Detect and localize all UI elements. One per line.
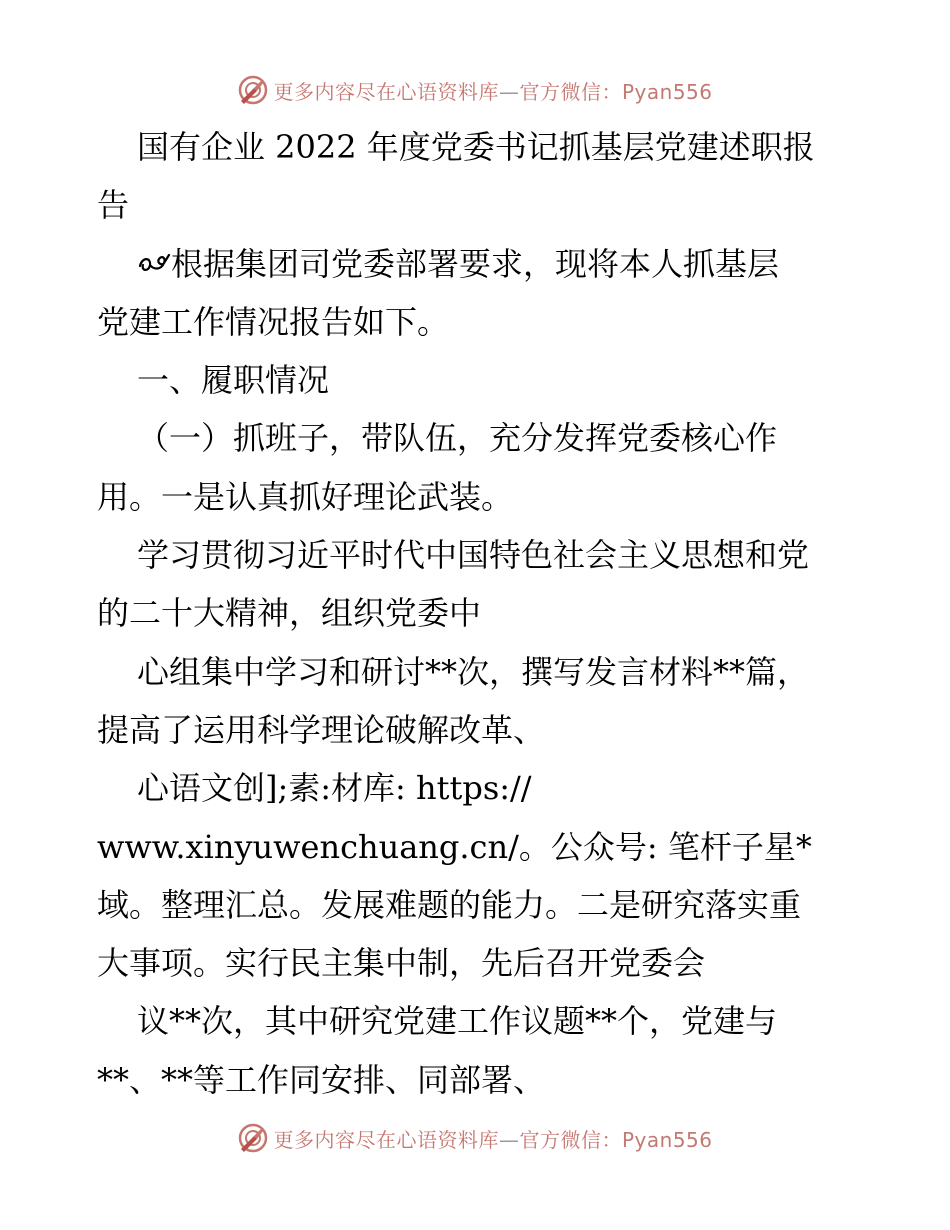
paragraph-line: 用。一是认真抓好理论武装。	[97, 477, 514, 516]
paragraph-line: 大事项。实行民主集中制，先后召开党委会	[97, 944, 706, 983]
header-watermark	[0, 70, 950, 110]
watermark-wechat-id: Pyan556	[621, 79, 713, 104]
watermark-text: 更多内容尽在心语资料库	[273, 1127, 499, 1152]
flourish-icon	[137, 251, 171, 277]
paragraph-text: 根据集团司党委部署要求，现将本人抓基层	[171, 244, 780, 283]
document-title-continued: 告	[97, 186, 130, 225]
section-heading: 一、履职情况	[137, 361, 330, 400]
paragraph-line	[97, 235, 857, 293]
paragraph-line: 学习贯彻习近平时代中国特色社会主义思想和党	[137, 536, 810, 575]
pen-logo-icon	[237, 74, 269, 106]
watermark-wechat-id: Pyan556	[621, 1127, 713, 1152]
subsection-heading: （一）抓班子，带队伍，充分发挥党委核心作	[137, 419, 778, 458]
paragraph-line: www.xinyuwenchuang.cn/。公众号: 笔杆子星*	[97, 827, 812, 866]
paragraph-line: 议**次，其中研究党建工作议题**个，党建与	[137, 1002, 778, 1041]
footer-watermark	[0, 1118, 950, 1158]
pen-logo-icon	[237, 1122, 269, 1154]
watermark-separator: —	[498, 1127, 520, 1152]
paragraph-line: 心语文创];素:材库: https://	[137, 769, 532, 808]
document-title: 国有企业 2022 年度党委书记抓基层党建述职报	[137, 128, 815, 166]
paragraph-line: **、**等工作同安排、同部署、	[97, 1060, 546, 1099]
paragraph-line: 提高了运用科学理论破解改革、	[97, 710, 546, 749]
watermark-official: 官方微信：	[519, 79, 622, 104]
paragraph-line: 域。整理汇总。发展难题的能力。二是研究落实重	[97, 885, 802, 924]
paragraph-line: 党建工作情况报告如下。	[97, 302, 450, 341]
watermark-separator: —	[498, 79, 520, 104]
watermark-official: 官方微信：	[519, 1127, 622, 1152]
watermark-text: 更多内容尽在心语资料库	[273, 79, 499, 104]
document-body	[97, 118, 857, 1109]
paragraph-line: 的二十大精神，组织党委中	[97, 594, 482, 633]
paragraph-line: 心组集中学习和研讨**次，撰写发言材料**篇，	[137, 652, 810, 691]
